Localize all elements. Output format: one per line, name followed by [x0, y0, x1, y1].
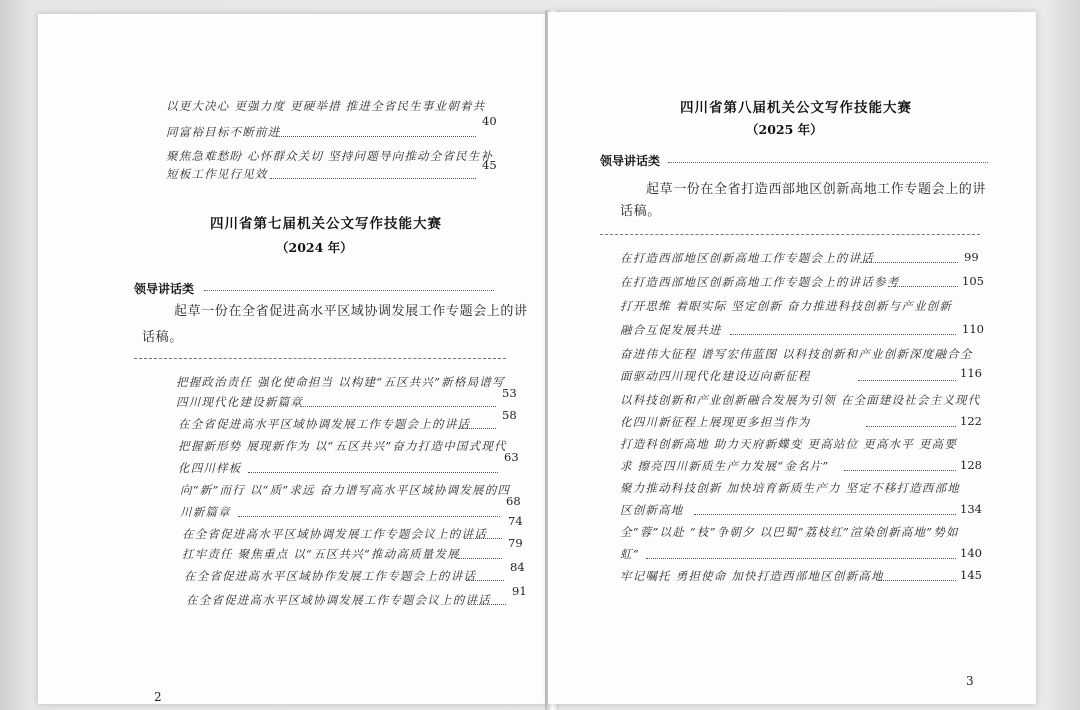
dot-leader — [888, 286, 958, 287]
dot-leader — [844, 470, 956, 471]
toc-entry-line: 在全省促进高水平区域协调发展工作专题会议上的讲话 — [182, 527, 487, 541]
page-number: 40 — [482, 114, 497, 128]
toc-entry-line: 求 擦亮四川新质生产力发展“金名片” — [620, 459, 830, 473]
page-number: 105 — [962, 274, 984, 288]
toc-entry-line: 向“新”而行 以“质”求远 奋力谱写高水平区域协调发展的四 — [180, 483, 511, 497]
toc-entry-line: 牢记嘱托 勇担使命 加快打造西部地区创新高地 — [620, 569, 884, 583]
page-number: 134 — [960, 502, 982, 516]
page-number: 79 — [508, 536, 523, 550]
category-rule — [668, 162, 988, 163]
category-label: 领导讲话类 — [134, 282, 195, 296]
page-number: 58 — [502, 408, 517, 422]
toc-entry-line: 以科技创新和产业创新融合发展为引领 在全面建设社会主义现代 — [620, 393, 981, 407]
page-number: 63 — [504, 450, 519, 464]
dot-leader — [646, 558, 956, 559]
toc-entry-line: 面驱动四川现代化建设迈向新征程 — [620, 369, 811, 383]
toc-entry-line: 把握新形势 展现新作为 以“五区共兴”奋力打造中国式现代 — [178, 439, 507, 453]
page-number: 91 — [512, 584, 527, 598]
toc-entry-line: 化四川样板 — [178, 461, 242, 475]
contest-year: （2025 年） — [746, 122, 823, 137]
toc-entry-line: 打开思维 着眼实际 坚定创新 奋力推进科技创新与产业创新 — [620, 299, 953, 313]
toc-entry-line: 扛牢责任 聚焦重点 以“五区共兴”推动高质量发展 — [182, 547, 460, 561]
dot-leader — [464, 538, 502, 539]
left-page — [38, 14, 556, 704]
toc-entry-line: 虹” — [620, 547, 640, 561]
toc-entry-line: 在全省促进高水平区域协作发展工作专题会上的讲话 — [184, 569, 477, 583]
toc-entry-line: 在打造西部地区创新高地工作专题会上的讲话参考 — [620, 275, 900, 289]
page-number: 53 — [502, 386, 517, 400]
section-separator — [600, 234, 980, 235]
section-separator — [134, 358, 506, 359]
dot-leader — [458, 428, 496, 429]
assignment-prompt: 话稿。 — [620, 204, 661, 219]
page-number: 140 — [960, 546, 982, 560]
page-number: 74 — [508, 514, 523, 528]
toc-entry-line: 在全省促进高水平区域协调发展工作专题会议上的讲话 — [186, 593, 491, 607]
page-folio: 3 — [966, 674, 974, 688]
dot-leader — [458, 558, 502, 559]
toc-entry-line: 全“蓉”以赴 “枝”争朝夕 以巴蜀“荔枝红”渲染创新高地”势如 — [620, 525, 959, 539]
page-number: 116 — [960, 366, 982, 380]
toc-entry-line: 在全省促进高水平区域协调发展工作专题会上的讲话 — [178, 417, 471, 431]
toc-entry-line: 同富裕目标不断前进 — [166, 125, 281, 139]
dot-leader — [866, 426, 956, 427]
contest-heading: 四川省第八届机关公文写作技能大赛 — [680, 100, 912, 116]
toc-entry-line: 区创新高地 — [620, 503, 684, 517]
page-number: 84 — [510, 560, 525, 574]
toc-entry-line: 川新篇章 — [180, 505, 231, 519]
toc-entry-line: 把握政治责任 强化使命担当 以构建“五区共兴”新格局谱写 — [176, 375, 505, 389]
dot-leader — [858, 380, 956, 381]
dot-leader — [694, 514, 956, 515]
toc-entry-line: 以更大决心 更强力度 更硬举措 推进全省民生事业朝着共 — [166, 99, 486, 113]
dot-leader — [248, 472, 498, 473]
page-number: 99 — [964, 250, 979, 264]
dot-leader — [468, 604, 506, 605]
contest-heading: 四川省第七届机关公文写作技能大赛 — [210, 216, 442, 232]
toc-entry-line: 聚力推动科技创新 加快培育新质生产力 坚定不移打造西部地 — [620, 481, 960, 495]
page-folio: 2 — [154, 690, 162, 704]
toc-entry-line: 四川现代化建设新篇章 — [176, 395, 303, 409]
toc-entry-line: 聚焦急难愁盼 心怀群众关切 坚持问题导向推动全省民生补 — [166, 149, 494, 163]
toc-entry-line: 融合互促发展共进 — [620, 323, 722, 337]
dot-leader — [878, 580, 956, 581]
dot-leader — [276, 136, 476, 137]
assignment-prompt: 话稿。 — [142, 330, 183, 345]
assignment-prompt: 起草一份在全省打造西部地区创新高地工作专题会上的讲 — [646, 182, 987, 197]
page-number: 145 — [960, 568, 982, 582]
toc-entry-line: 化四川新征程上展现更多担当作为 — [620, 415, 811, 429]
page-number: 122 — [960, 414, 982, 428]
category-label: 领导讲话类 — [600, 154, 661, 168]
page-number: 68 — [506, 494, 521, 508]
toc-entry-line: 短板工作见行见效 — [166, 167, 268, 181]
dot-leader — [300, 406, 496, 407]
contest-year: （2024 年） — [276, 240, 353, 255]
toc-entry-line: 打造科创新高地 助力天府新蝶变 更高站位 更高水平 更高要 — [620, 437, 957, 451]
dot-leader — [466, 580, 504, 581]
page-number: 110 — [962, 322, 984, 336]
dot-leader — [860, 262, 958, 263]
toc-entry-line: 奋进伟大征程 谱写宏伟蓝图 以科技创新和产业创新深度融合全 — [620, 347, 973, 361]
page-number: 128 — [960, 458, 982, 472]
dot-leader — [238, 516, 500, 517]
right-page — [548, 12, 1036, 704]
category-rule — [204, 290, 494, 291]
assignment-prompt: 起草一份在全省促进高水平区域协调发展工作专题会上的讲 — [174, 304, 528, 319]
page-number: 45 — [482, 158, 497, 172]
dot-leader — [730, 334, 956, 335]
toc-entry-line: 在打造西部地区创新高地工作专题会上的讲话 — [620, 251, 874, 265]
dot-leader — [270, 178, 476, 179]
